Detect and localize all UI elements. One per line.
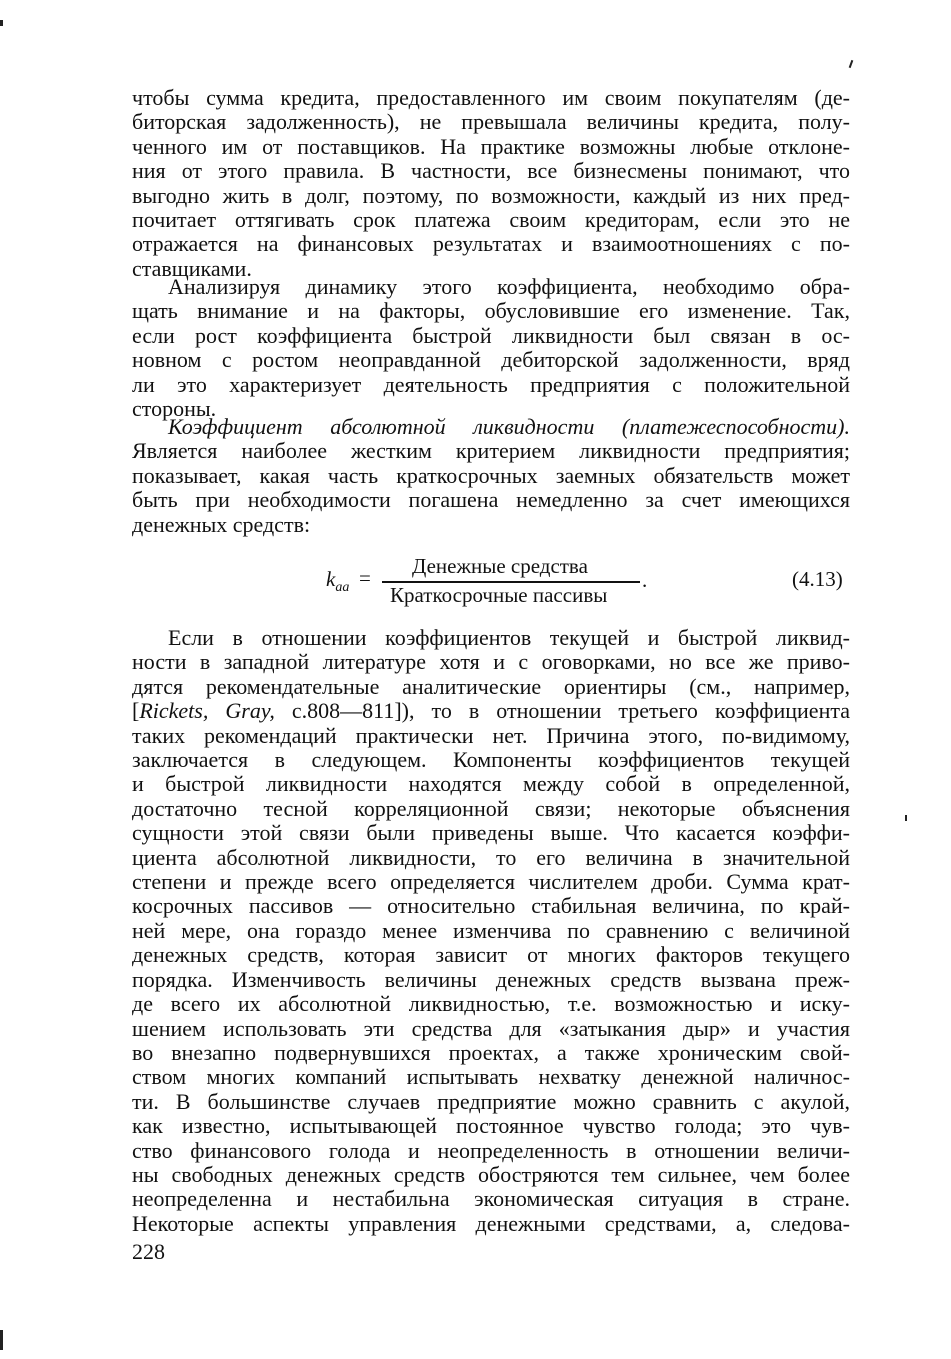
- text-line: таких рекомендаций практически нет. Причина этого, по-видимому,: [132, 722, 850, 748]
- text-line: ти. В большинстве случаев предприятие можно сравнить с акулой,: [132, 1088, 850, 1114]
- equation-number: (4.13): [792, 567, 843, 591]
- text-line: почитает оттягивать срок платежа своим кредиторам, если это не: [132, 207, 850, 233]
- paragraph-dynamics: [132, 275, 850, 421]
- text-line: и быстрой ликвидности находятся между собой в определенной,: [132, 771, 850, 797]
- text-line: ли это характеризует деятельность предприятия с положительной: [132, 371, 850, 397]
- formula-absolute-liquidity: [326, 554, 646, 606]
- text-line: сущности этой связи были приведены выше. Что касается коэффи-: [132, 820, 850, 846]
- text-line: Если в отношении коэффициентов текущей и быстрой ликвид-: [168, 625, 850, 650]
- text-line: косрочных пассивов — относительно стабильная величина, по край-: [132, 893, 850, 919]
- text-line: ности в западной литературе хотя и с оговорками, но все же приво-: [132, 649, 850, 675]
- scan-mark: [0, 20, 3, 26]
- text-line: степени и прежде всего определяется числителем дроби. Сумма крат-: [132, 869, 850, 895]
- text-line: циента абсолютной ликвидности, то его величина в значительной: [132, 844, 850, 870]
- text-line: Является наиболее жестким критерием ликвидности предприятия;: [132, 438, 850, 464]
- formula-equals: =: [359, 566, 371, 590]
- text-line: Некоторые аспекты управления денежными средствами, а, следова-: [132, 1210, 850, 1236]
- text-line: ставщиками.: [132, 255, 252, 281]
- scan-mark: [849, 60, 854, 68]
- text-line: ния от этого правила. В частности, все бизнесмены понимают, что: [132, 158, 850, 184]
- text-line: денежных средств:: [132, 511, 311, 537]
- paragraph-continued: [132, 86, 850, 281]
- text-line: порядка. Изменчивость величины денежных средств вызвана преж-: [132, 966, 850, 992]
- text-line: быть при необходимости погашена немедленно за счет имеющихся: [132, 487, 850, 513]
- page-number: 228: [132, 1239, 165, 1264]
- citation-rest: с.808—811]), то в отношении третьего коэффициента: [274, 698, 850, 724]
- text-line: Анализируя динамику этого коэффициента, необходимо обра-: [168, 274, 850, 299]
- paragraph-discussion: [132, 626, 850, 1236]
- text-line: стороны.: [132, 396, 217, 422]
- text-line: если рост коэффициента быстрой ликвидности был связан в ос-: [132, 322, 850, 348]
- text-line: чтобы сумма кредита, предоставленного им своим покупателям (де-: [132, 85, 850, 110]
- text-line: ней мере, она гораздо менее изменчива по сравнению с величиной: [132, 917, 850, 943]
- formula-subscript: аа: [335, 580, 350, 595]
- text-line: де всего их абсолютной ликвидностью, т.е. возможностью и иску-: [132, 991, 850, 1017]
- formula-terminator: .: [642, 568, 648, 592]
- formula-numerator: Денежные средства: [412, 554, 588, 578]
- text-line: неопределенна и нестабильна экономическая ситуация в стране.: [132, 1186, 850, 1212]
- formula-symbol: $k_{аа}$: [326, 567, 350, 595]
- text-line: во внезапно подвернувшихся проектах, а также хроническим свой-: [132, 1039, 850, 1065]
- text-line: отражается на финансовых результатах и взаимоотношениях с по-: [132, 231, 850, 257]
- text-line: показывает, какая часть краткосрочных заемных обязательств может: [132, 462, 850, 488]
- text-line: ство финансового голода и неопределенность в отношении величи-: [132, 1137, 850, 1163]
- term-heading: Коэффициент абсолютной ликвидности (платежеспособности).: [168, 414, 850, 439]
- text-line: как известно, испытывающей постоянное чувство голода; это чув-: [132, 1113, 850, 1139]
- text-line: ченного им от поставщиков. На практике возможны любые отклоне-: [132, 133, 850, 159]
- scan-mark: [0, 1330, 3, 1350]
- text-line: дятся рекомендательные аналитические ориентиры (см., например,: [132, 673, 850, 699]
- text-line: новном с ростом неоправданной дебиторской задолженности, вряд: [132, 347, 850, 373]
- scan-mark: [905, 815, 907, 821]
- citation-authors: Rickets, Gray,: [139, 698, 275, 724]
- text-line: выгодно жить в долг, поэтому, по возможности, каждый из них пред-: [132, 182, 850, 208]
- formula-denominator: Краткосрочные пассивы: [390, 583, 608, 607]
- text-line: шением использовать эти средства для «затыкания дыр» и участия: [132, 1015, 850, 1041]
- text-line: заключается в следующем. Компоненты коэффициентов текущей: [132, 747, 850, 773]
- bracket-open: [: [132, 698, 140, 724]
- paragraph-absolute-liquidity: [132, 415, 850, 537]
- text-line: достаточно тесной корреляционной связи; некоторые объяснения: [132, 795, 850, 821]
- text-line: биторская задолженность), не превышала величины кредита, полу-: [132, 109, 850, 135]
- text-line: денежных средств, которая зависит от многих факторов текущего: [132, 942, 850, 968]
- text-line: ством многих компаний испытывать нехватку денежной наличнос-: [132, 1064, 850, 1090]
- text-line: щать внимание и на факторы, обусловившие его изменение. Так,: [132, 298, 850, 324]
- text-line: [132, 699, 850, 723]
- text-line: ны свободных денежных средств обостряются тем сильнее, чем более: [132, 1161, 850, 1187]
